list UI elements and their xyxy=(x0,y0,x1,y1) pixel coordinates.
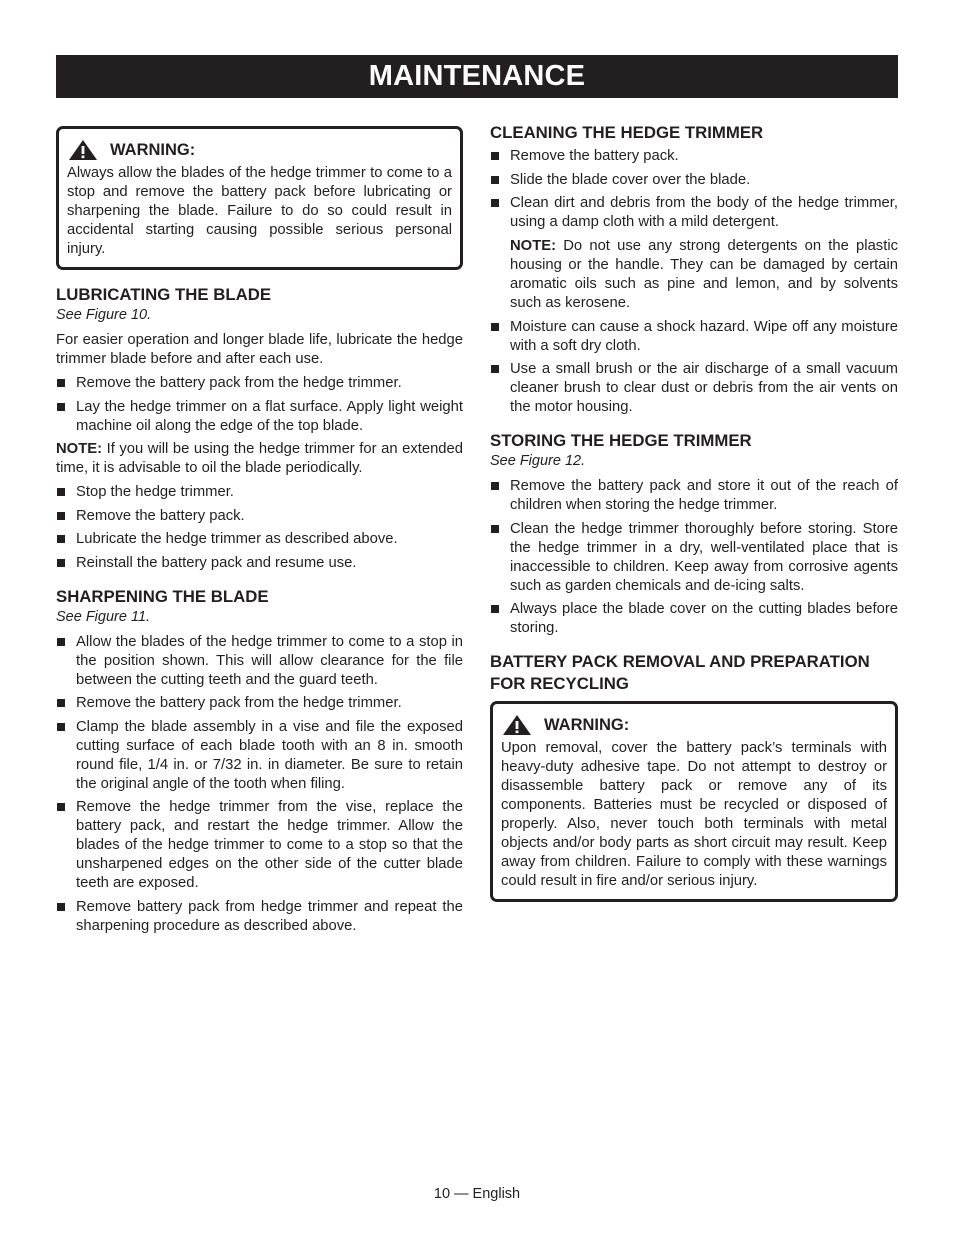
warning-triangle-icon xyxy=(68,139,98,161)
cleaning-list-b xyxy=(490,318,898,418)
square-bullet-icon xyxy=(57,403,65,411)
warning-text: Upon removal, cover the battery pack’s terminals with heavy-duty adhesive tape. Do not attempt to destroy or disassemble battery pack or remove any of its components. Batteries must be recycled or disposed of properly. Also, never touch both terminals with metal objects and/or body parts as short circuit may result. Keep away from children. Failure to comply with these warnings could result in fire and/or serious injury. xyxy=(501,740,887,889)
page-title: MAINTENANCE xyxy=(56,55,898,98)
warning-text: Always allow the blades of the hedge trimmer to come to a stop and remove the battery pack before lubricating or sharpening the blade. Failure to do so could result in accidental starting causing possible serious personal injury. xyxy=(67,165,452,257)
square-bullet-icon xyxy=(57,699,65,707)
heading-sharpening: SHARPENING THE BLADE xyxy=(56,586,269,606)
heading-battery-recycling: BATTERY PACK REMOVAL AND PREPARATION FOR RECYCLING xyxy=(490,652,870,693)
list-item: Remove the hedge trimmer from the vise, replace the battery pack, and restart the hedge trimmer. Allow the blades of the hedge trimmer to come to a stop so that the unsharpened edges on the other side of the cutter blade teeth are exposed. xyxy=(56,798,463,893)
cleaning-note: NOTE: Do not use any strong detergents on the plastic housing or the handle. They can be damaged by certain aromatic oils such as pine and lemon, and by solvents such as kerosene. xyxy=(510,237,898,311)
lubricating-list-b xyxy=(56,483,463,573)
sharpening-list xyxy=(56,633,463,936)
warning-label: WARNING: xyxy=(544,715,630,734)
heading-storing: STORING THE HEDGE TRIMMER xyxy=(490,431,752,450)
page-footer: 10 — English xyxy=(433,1186,521,1202)
square-bullet-icon xyxy=(491,525,499,533)
square-bullet-icon xyxy=(57,903,65,911)
lubricating-note: NOTE: If you will be using the hedge trimmer for an extended time, it is advisable to oil the blade periodically. xyxy=(56,441,463,476)
square-bullet-icon xyxy=(57,723,65,731)
list-item: Clean dirt and debris from the body of the hedge trimmer, using a damp cloth with a mild detergent. xyxy=(490,194,898,232)
list-item: Remove the battery pack. xyxy=(56,507,463,526)
list-item: Always place the blade cover on the cutting blades before storing. xyxy=(490,600,898,638)
warning-header xyxy=(67,139,452,161)
figure-ref: See Figure 12. xyxy=(490,453,586,469)
square-bullet-icon xyxy=(491,176,499,184)
warning-box-battery xyxy=(490,701,898,902)
list-item: Remove the battery pack from the hedge trimmer. xyxy=(56,374,463,393)
section-sharpening xyxy=(56,586,463,936)
list-item: Remove the battery pack. xyxy=(490,147,898,166)
warning-label: WARNING: xyxy=(110,140,196,159)
section-storing xyxy=(490,430,898,638)
list-item: Stop the hedge trimmer. xyxy=(56,483,463,502)
list-item: Remove battery pack from hedge trimmer and repeat the sharpening procedure as described above. xyxy=(56,898,463,936)
square-bullet-icon xyxy=(491,199,499,207)
lubricating-intro: For easier operation and longer blade life, lubricate the hedge trimmer blade before and after each use. xyxy=(56,332,463,367)
list-item: Use a small brush or the air discharge of a small vacuum cleaner brush to clear dust or debris from the air vents on the motor housing. xyxy=(490,360,898,417)
square-bullet-icon xyxy=(57,803,65,811)
storing-list xyxy=(490,477,898,638)
section-lubricating xyxy=(56,284,463,573)
list-item: Lay the hedge trimmer on a flat surface. Apply light weight machine oil along the edge of the top blade. xyxy=(56,398,463,436)
left-column xyxy=(56,126,463,949)
cleaning-list-a xyxy=(490,147,898,232)
square-bullet-icon xyxy=(491,482,499,490)
heading-cleaning: CLEANING THE HEDGE TRIMMER xyxy=(490,123,764,142)
square-bullet-icon xyxy=(57,638,65,646)
list-item: Reinstall the battery pack and resume use. xyxy=(56,554,463,573)
heading-lubricating: LUBRICATING THE BLADE xyxy=(56,285,272,304)
figure-ref: See Figure 10. xyxy=(56,307,152,323)
section-battery-recycling xyxy=(490,651,898,902)
warning-triangle-icon xyxy=(502,714,532,736)
right-column xyxy=(490,122,898,916)
warning-header xyxy=(501,714,887,736)
square-bullet-icon xyxy=(491,323,499,331)
warning-box-lubricating xyxy=(56,126,463,270)
square-bullet-icon xyxy=(57,535,65,543)
square-bullet-icon xyxy=(57,512,65,520)
list-item: Lubricate the hedge trimmer as described above. xyxy=(56,530,463,549)
list-item: Slide the blade cover over the blade. xyxy=(490,171,898,190)
square-bullet-icon xyxy=(57,559,65,567)
figure-ref: See Figure 11. xyxy=(56,608,151,625)
list-item: Clamp the blade assembly in a vise and file the exposed cutting surface of each blade tooth with an 8 in. smooth round file, 1/4 in. or 7/32 in. in diameter. Be sure to retain the original angle of the tooth when filing. xyxy=(56,718,463,794)
square-bullet-icon xyxy=(491,152,499,160)
square-bullet-icon xyxy=(491,365,499,373)
list-item: Clean the hedge trimmer thoroughly before storing. Store the hedge trimmer in a dry, well-ventilated place that is inaccessible to children. Keep away from corrosive agents such as garden chemicals and de-icing salts. xyxy=(490,520,898,596)
list-item: Remove the battery pack and store it out of the reach of children when storing the hedge trimmer. xyxy=(490,477,898,515)
square-bullet-icon xyxy=(57,379,65,387)
list-item: Remove the battery pack from the hedge trimmer. xyxy=(56,694,463,713)
square-bullet-icon xyxy=(57,488,65,496)
square-bullet-icon xyxy=(491,605,499,613)
section-cleaning xyxy=(490,122,898,417)
list-item: Moisture can cause a shock hazard. Wipe off any moisture with a soft dry cloth. xyxy=(490,318,898,356)
list-item: Allow the blades of the hedge trimmer to come to a stop in the position shown. This will allow clearance for the file between the cutting teeth and the guard teeth. xyxy=(56,633,463,690)
lubricating-list-a xyxy=(56,374,463,436)
